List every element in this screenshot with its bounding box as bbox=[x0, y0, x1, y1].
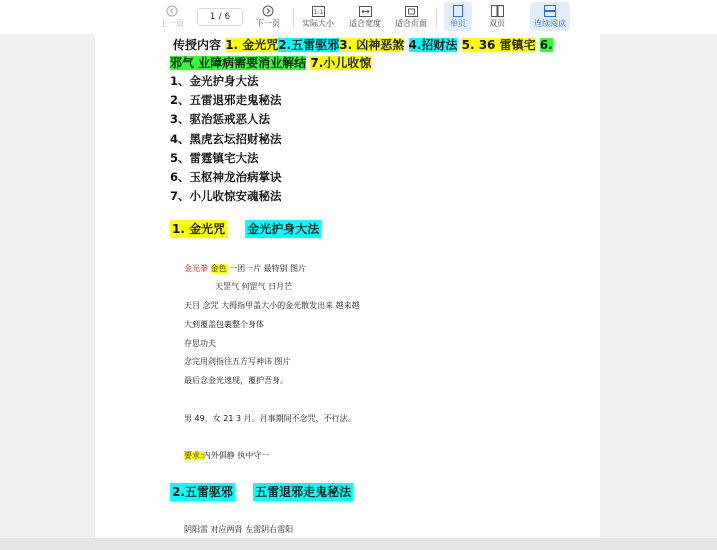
list-item: 4、黑虎玄坛招财秘法 bbox=[170, 131, 282, 146]
section-1-left: 1. 金光咒 bbox=[172, 222, 226, 236]
s1-line-2: 天罡气 何罡气 日月芒 bbox=[215, 282, 293, 291]
section-2-left: 2.五雷驱邪 bbox=[172, 485, 233, 499]
fit-width-label: 适合宽度 bbox=[349, 19, 381, 28]
next-page-label: 下一页 bbox=[256, 19, 280, 28]
intro-prefix: 传授内容 bbox=[173, 38, 222, 52]
intro-item-2: 2.五雷驱邪 bbox=[278, 38, 340, 52]
actual-size-label: 实际大小 bbox=[302, 19, 334, 28]
continuous-read-label: 连续阅读 bbox=[534, 19, 566, 28]
viewer-toolbar bbox=[0, 0, 717, 34]
actual-size-button[interactable] bbox=[302, 4, 334, 29]
list-item: 5、雷霆镇宅大法 bbox=[170, 150, 259, 165]
bottom-scrollbar[interactable] bbox=[0, 538, 717, 550]
s1-line1-rest: 一团一片 最特别 图片 bbox=[229, 264, 307, 273]
page-separator: / bbox=[218, 12, 222, 22]
toolbar-divider bbox=[436, 8, 437, 28]
fit-width-button[interactable] bbox=[349, 4, 381, 29]
intro-item-5: 5. 36 雷镇宅 bbox=[461, 38, 536, 52]
single-page-button[interactable] bbox=[444, 2, 472, 31]
fit-page-icon bbox=[404, 4, 418, 18]
toolbar-divider bbox=[293, 8, 294, 28]
fit-page-button[interactable] bbox=[395, 4, 427, 29]
s1-req-text: 内外俱静 执中守一 bbox=[202, 451, 270, 460]
section-2-heading bbox=[170, 483, 353, 500]
continuous-read-button[interactable] bbox=[530, 2, 570, 31]
intro-line-2 bbox=[170, 54, 371, 71]
s1-line-1 bbox=[184, 263, 306, 274]
double-page-icon bbox=[490, 4, 504, 18]
s1-line-7: 最后念金光速现，覆护吾身。 bbox=[184, 376, 288, 385]
single-page-icon bbox=[451, 4, 465, 18]
next-page-button[interactable] bbox=[256, 4, 280, 29]
section-1-right: 金光护身大法 bbox=[247, 222, 320, 236]
method-list bbox=[170, 72, 282, 206]
page-current: 1 bbox=[209, 12, 216, 22]
chevron-right-icon bbox=[261, 4, 275, 18]
continuous-read-icon bbox=[543, 4, 557, 18]
list-item: 1、金光护身大法 bbox=[170, 74, 259, 88]
s1-line-5: 存思功夫 bbox=[184, 339, 216, 348]
s1-line-4: 大到覆盖包裹整个身体 bbox=[184, 320, 264, 329]
intro-item-4: 4.招财法 bbox=[408, 38, 458, 52]
actual-size-icon bbox=[311, 4, 325, 18]
list-item: 7、小儿收惊安魂秘法 bbox=[170, 189, 282, 204]
fit-width-icon bbox=[358, 4, 372, 18]
prev-page-label: 上一页 bbox=[160, 19, 184, 28]
list-item: 6、玉枢神龙治病掌诀 bbox=[170, 170, 282, 185]
section-1-heading bbox=[170, 220, 321, 237]
double-page-button[interactable] bbox=[489, 4, 505, 29]
fit-page-label: 适合页面 bbox=[395, 19, 427, 28]
section-2-right: 五雷退邪走鬼秘法 bbox=[255, 485, 352, 499]
s1-line-3: 天目 念咒 大拇指甲盖大小的金光散发出来 越来越 bbox=[184, 301, 360, 310]
list-item: 2、五雷退邪走鬼秘法 bbox=[170, 93, 282, 108]
s1-note: 男 49，女 21 3 月。月事期间不念咒，不行法。 bbox=[184, 414, 356, 423]
list-item: 3、驱治惩戒恶人法 bbox=[170, 112, 271, 127]
page-total: 6 bbox=[224, 12, 231, 22]
intro-item-7: 7.小儿收惊 bbox=[310, 56, 372, 70]
s1-line1-highlight: 金色 bbox=[210, 264, 227, 273]
intro-item-6b: 邪气 业障病需要消业解结 bbox=[170, 56, 307, 70]
page-number-input[interactable] bbox=[197, 8, 243, 26]
s1-req-label: 要求: bbox=[184, 451, 203, 460]
intro-item-6a: 6. bbox=[539, 38, 553, 52]
prev-page-button[interactable] bbox=[160, 4, 184, 29]
intro-line-1 bbox=[173, 36, 553, 53]
double-page-label: 双页 bbox=[489, 19, 505, 28]
s2-line-1: 阴阳雷 对应两肾 左雷阴右雷阳 bbox=[184, 525, 294, 534]
chevron-left-icon bbox=[165, 4, 179, 18]
single-page-label: 单页 bbox=[450, 19, 466, 28]
s1-line-6: 念完用剑指往五方写神讳 图片 bbox=[184, 357, 291, 366]
intro-item-1: 1. 金光咒 bbox=[225, 38, 279, 52]
s1-line1-red: 金光拳 bbox=[184, 264, 208, 273]
svg-text:1:1: 1:1 bbox=[313, 8, 323, 16]
intro-item-3: 3. 凶神恶煞 bbox=[339, 38, 405, 52]
s1-requirement bbox=[184, 450, 269, 461]
